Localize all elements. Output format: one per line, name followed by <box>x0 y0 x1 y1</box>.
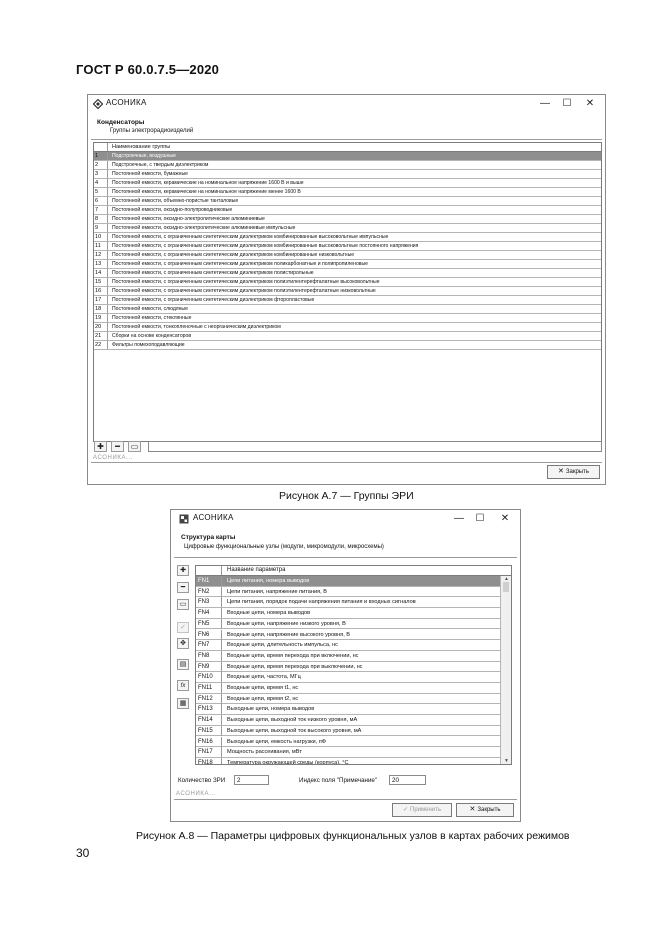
row-number: 19 <box>94 314 108 322</box>
close-button[interactable] <box>547 465 600 479</box>
table-row[interactable] <box>94 260 601 269</box>
header-divider <box>174 557 517 558</box>
apply-button-label: Применить <box>410 807 442 813</box>
apply-icon: ✓ <box>402 807 408 813</box>
group-edit-field[interactable] <box>148 441 602 452</box>
parameter-code: FN15 <box>196 726 222 736</box>
group-name-cell: Сборки на основе конденсаторов <box>112 333 192 339</box>
parameter-name-cell: Входные цепи, время перехода при включении, нс <box>227 652 359 659</box>
parameter-code: FN6 <box>196 630 222 640</box>
parameter-name-cell: Выходные цепи, выходной ток низкого уровня, мА <box>227 717 358 724</box>
asonika-logo-icon <box>179 514 189 524</box>
check-button[interactable] <box>177 622 189 633</box>
group-name-cell: Постоянной емкости, с ограниченным синтетическим диэлектриком полиэтилентерефталатные высоковольтные <box>112 279 380 285</box>
parameter-name-cell: Входные цепи, время перехода при выключении, нс <box>227 663 363 670</box>
row-number: 15 <box>94 278 108 286</box>
parameter-name-cell: Входные цепи, напряжение высокого уровня, В <box>227 631 351 638</box>
table-row[interactable] <box>196 704 501 715</box>
row-number: 12 <box>94 251 108 259</box>
parameter-name-cell: Выходные цепи, номера выводов <box>227 706 315 713</box>
document-header: ГОСТ Р 60.0.7.5—2020 <box>76 62 220 77</box>
header-divider <box>91 139 602 140</box>
table-row[interactable] <box>196 737 501 748</box>
row-number: 10 <box>94 233 108 241</box>
table-row[interactable] <box>196 640 501 651</box>
count-value: 2 <box>237 777 241 784</box>
count-label: Количество ЗРИ <box>178 777 226 784</box>
remove-group-button[interactable] <box>111 441 124 452</box>
parameter-name-cell: Входные цепи, время t2, нс <box>227 695 299 702</box>
fx-icon: fx <box>180 683 186 689</box>
section-subtitle: Цифровые функциональные узлы (модули, микромодули, микросхемы) <box>184 544 384 550</box>
table-row[interactable] <box>94 251 601 260</box>
parameter-code: FN9 <box>196 662 222 672</box>
table-row[interactable] <box>94 170 601 179</box>
group-name-cell: Постоянной емкости, с ограниченным синтетическим диэлектриком комбинированные низковольтные <box>112 252 355 258</box>
maximize-button[interactable]: ☐ <box>562 98 572 109</box>
table-row[interactable] <box>196 672 501 683</box>
book-icon: ▭ <box>130 442 139 451</box>
scroll-up-icon[interactable]: ▲ <box>504 576 509 582</box>
parameter-code: FN7 <box>196 640 222 650</box>
group-name-cell: Постоянной емкости, оксидно-электролитические алюминиевые <box>112 216 265 222</box>
row-number: 5 <box>94 188 108 196</box>
group-name-cell: Постоянной емкости, с ограниченным синтетическим диэлектриком поликарбонатные и полипропиленовые <box>112 261 368 267</box>
table-row[interactable] <box>196 619 501 630</box>
title-bar <box>171 510 520 528</box>
row-number: 21 <box>94 332 108 340</box>
parameter-name-cell: Входные цепи, длительность импульса, нс <box>227 642 338 649</box>
remove-parameter-button[interactable] <box>177 582 189 593</box>
table-row[interactable] <box>196 747 501 758</box>
table-row[interactable] <box>196 726 501 737</box>
column-header-parameter-name: Название параметра <box>227 567 286 573</box>
row-number: 4 <box>94 179 108 187</box>
close-icon: ✕ <box>469 806 476 813</box>
check-icon: ✓ <box>180 624 186 631</box>
vertical-scrollbar[interactable] <box>500 576 511 764</box>
parameter-code: FN1 <box>196 576 222 586</box>
row-number: 9 <box>94 224 108 232</box>
parameter-name-cell: Температура окружающей среды (корпуса), °С <box>227 759 349 765</box>
index-label: Индекс поля "Примечание" <box>299 777 378 784</box>
table-row[interactable] <box>196 715 501 726</box>
group-name-cell: Постоянной емкости, слюдяные <box>112 306 188 312</box>
row-number: 8 <box>94 215 108 223</box>
table-row[interactable] <box>94 287 601 296</box>
parameter-name-cell: Входные цепи, частота, МГц <box>227 674 301 681</box>
table-row[interactable] <box>196 758 501 765</box>
count-input[interactable] <box>234 775 269 785</box>
scroll-down-icon[interactable]: ▼ <box>504 758 509 764</box>
group-name-cell: Постоянной емкости, оксидно-электролитические алюминиевые импульсные <box>112 225 296 231</box>
parameter-name-cell: Входные цепи, номера выводов <box>227 610 311 617</box>
table-row[interactable] <box>94 341 601 350</box>
add-group-button[interactable] <box>94 441 107 452</box>
document-icon: ▤ <box>179 661 187 668</box>
group-name-cell: Постоянной емкости, стеклянные <box>112 315 192 321</box>
table-row[interactable] <box>94 215 601 224</box>
group-name-cell: Постоянной емкости, тонкопленочные с неорганическим диэлектриком <box>112 324 281 330</box>
table-header <box>94 143 601 152</box>
table-row[interactable] <box>94 224 601 233</box>
parameter-code: FN2 <box>196 587 222 597</box>
close-window-button[interactable]: ✕ <box>500 513 510 524</box>
minimize-button[interactable]: — <box>540 98 550 109</box>
scroll-thumb[interactable] <box>503 582 509 592</box>
close-window-button[interactable]: ✕ <box>585 98 595 109</box>
close-button[interactable] <box>456 803 514 817</box>
table-row[interactable] <box>196 587 501 598</box>
index-value: 20 <box>392 777 399 784</box>
move-parameter-button[interactable] <box>177 638 189 649</box>
table-row[interactable] <box>94 305 601 314</box>
maximize-button[interactable]: ☐ <box>475 513 485 524</box>
row-number: 7 <box>94 206 108 214</box>
footer-divider <box>91 462 602 463</box>
row-header-corner <box>94 143 108 151</box>
add-parameter-button[interactable] <box>177 565 189 576</box>
row-number: 22 <box>94 341 108 349</box>
table-row[interactable] <box>94 206 601 215</box>
row-number: 17 <box>94 296 108 304</box>
table-row[interactable] <box>94 233 601 242</box>
table-row[interactable] <box>94 161 601 170</box>
table-row[interactable] <box>94 314 601 323</box>
groups-table <box>93 142 602 442</box>
row-number: 13 <box>94 260 108 268</box>
table-row[interactable] <box>196 694 501 705</box>
group-name-cell: Постоянной емкости, керамические на номинальное напряжение менее 1600 В <box>112 189 301 195</box>
row-number: 1 <box>94 152 108 160</box>
table-row[interactable] <box>196 651 501 662</box>
close-button-label: Закрыть <box>565 469 589 475</box>
table-row[interactable] <box>94 152 601 161</box>
plus-icon: ✚ <box>180 567 186 574</box>
parameter-name-cell: Выходные цепи, емкость нагрузки, пФ <box>227 738 327 745</box>
parameter-name-cell: Мощность рассеивания, мВт <box>227 749 302 756</box>
row-number: 16 <box>94 287 108 295</box>
group-name-cell: Постоянной емкости, бумажные <box>112 171 188 177</box>
table-row[interactable] <box>94 242 601 251</box>
card-structure-window <box>170 509 521 822</box>
table-row[interactable] <box>94 278 601 287</box>
group-name-cell: Фильтры помехоподавляющие <box>112 342 185 348</box>
table-row[interactable] <box>196 662 501 673</box>
parameter-name-cell: Цепи питания, номера выводов <box>227 578 310 584</box>
groups-window <box>87 94 606 485</box>
table-row[interactable] <box>94 332 601 341</box>
parameter-name-cell: Цепи питания, напряжение питания, В <box>227 588 327 595</box>
parameter-name-cell: Выходные цепи, выходной ток высокого уровня, мА <box>227 727 362 734</box>
row-number: 2 <box>94 161 108 169</box>
group-name-cell: Постоянной емкости, с ограниченным синтетическим диэлектриком комбинированные высоковольтные импульсные <box>112 234 389 240</box>
column-header-group-name: Наименование группы <box>112 144 171 150</box>
window-title: АСОНИКА <box>193 513 234 522</box>
group-name-cell: Подстроечные, с твердым диэлектриком <box>112 162 209 168</box>
row-number: 6 <box>94 197 108 205</box>
group-name-cell: Постоянной емкости, с ограниченным синтетическим диэлектриком фторопластовые <box>112 297 315 303</box>
row-number: 14 <box>94 269 108 277</box>
parameter-code: FN18 <box>196 758 222 765</box>
group-name-cell: Постоянной емкости, объемно-пористые танталовые <box>112 198 239 204</box>
reference-book-button[interactable] <box>177 599 189 610</box>
parameter-name-cell: Цепи питания, порядок подачи напряжения питания и входных сигналов <box>227 599 416 606</box>
parameter-code: FN12 <box>196 694 222 704</box>
plus-icon: ✚ <box>97 442 104 451</box>
table-row[interactable] <box>94 179 601 188</box>
table-row[interactable] <box>94 323 601 332</box>
footer-divider <box>174 799 517 800</box>
parameter-code: FN3 <box>196 597 222 607</box>
section-title: Конденсаторы <box>97 119 145 126</box>
table-row[interactable] <box>94 188 601 197</box>
table-row[interactable] <box>196 630 501 641</box>
parameter-code: FN13 <box>196 704 222 714</box>
group-name-cell: Постоянной емкости, с ограниченным синтетическим диэлектриком полиэтилентерефталатные низковольтные <box>112 288 376 294</box>
row-number: 18 <box>94 305 108 313</box>
asonika-logo-icon <box>93 99 103 109</box>
table-row[interactable] <box>94 197 601 206</box>
table-row[interactable] <box>196 608 501 619</box>
group-name-cell: Подстроечные, воздушные <box>112 153 176 159</box>
parameter-code: FN16 <box>196 737 222 747</box>
close-button-label: Закрыть <box>477 807 501 813</box>
group-name-cell: Постоянной емкости, оксидно-полупроводниковые <box>112 207 233 213</box>
parameter-code: FN8 <box>196 651 222 661</box>
row-header-corner <box>196 566 222 575</box>
parameter-code: FN4 <box>196 608 222 618</box>
reference-book-button[interactable] <box>128 441 141 452</box>
parameter-name-cell: Входные цепи, время t1, нс <box>227 685 299 691</box>
apply-button[interactable] <box>392 803 452 817</box>
table-row[interactable] <box>94 296 601 305</box>
parameter-code: FN14 <box>196 715 222 725</box>
parameter-code: FN10 <box>196 672 222 682</box>
table-icon: ▦ <box>179 700 187 707</box>
formula-button[interactable] <box>177 680 189 691</box>
row-number: 20 <box>94 323 108 331</box>
parameter-code: FN17 <box>196 747 222 757</box>
table-button[interactable] <box>177 698 189 709</box>
table-row[interactable] <box>196 683 501 694</box>
move-icon: ✥ <box>180 640 186 647</box>
parameter-name-cell: Входные цепи, напряжение низкого уровня, В <box>227 620 346 627</box>
table-row[interactable] <box>94 269 601 278</box>
section-subtitle: Группы электрорадиоизделий <box>110 128 194 134</box>
row-number: 3 <box>94 170 108 178</box>
index-input[interactable] <box>389 775 426 785</box>
parameters-table <box>195 565 512 765</box>
page-number: 30 <box>76 846 90 860</box>
window-title: АСОНИКА <box>106 98 147 107</box>
table-header <box>196 566 511 576</box>
group-name-cell: Постоянной емкости, с ограниченным синтетическим диэлектриком полистирольные <box>112 270 314 276</box>
group-name-cell: Постоянной емкости, керамические на номинальное напряжение 1600 В и выше <box>112 180 304 186</box>
close-icon: ✕ <box>558 468 564 475</box>
parameter-code: FN5 <box>196 619 222 629</box>
table-row[interactable] <box>196 597 501 608</box>
minus-icon: ━ <box>180 584 186 591</box>
book-icon: ▭ <box>179 601 187 608</box>
row-number: 11 <box>94 242 108 250</box>
table-row[interactable] <box>196 576 501 587</box>
status-bar-text: АСОНИКА... <box>93 455 133 461</box>
document-button[interactable] <box>177 659 189 670</box>
figure-caption-a7: Рисунок А.7 — Группы ЭРИ <box>279 490 414 502</box>
parameter-code: FN11 <box>196 683 222 693</box>
figure-caption-a8: Рисунок А.8 — Параметры цифровых функциональных узлов в картах рабочих режимов <box>136 830 570 842</box>
section-title: Структура карты <box>181 534 236 541</box>
minimize-button[interactable]: — <box>454 513 464 524</box>
title-bar <box>88 95 605 113</box>
status-bar-text: АСОНИКА... <box>176 791 216 797</box>
minus-icon: ━ <box>115 442 120 451</box>
group-name-cell: Постоянной емкости, с ограниченным синтетическим диэлектриком комбинированные высоковольтные постоянного напряжения <box>112 243 419 249</box>
